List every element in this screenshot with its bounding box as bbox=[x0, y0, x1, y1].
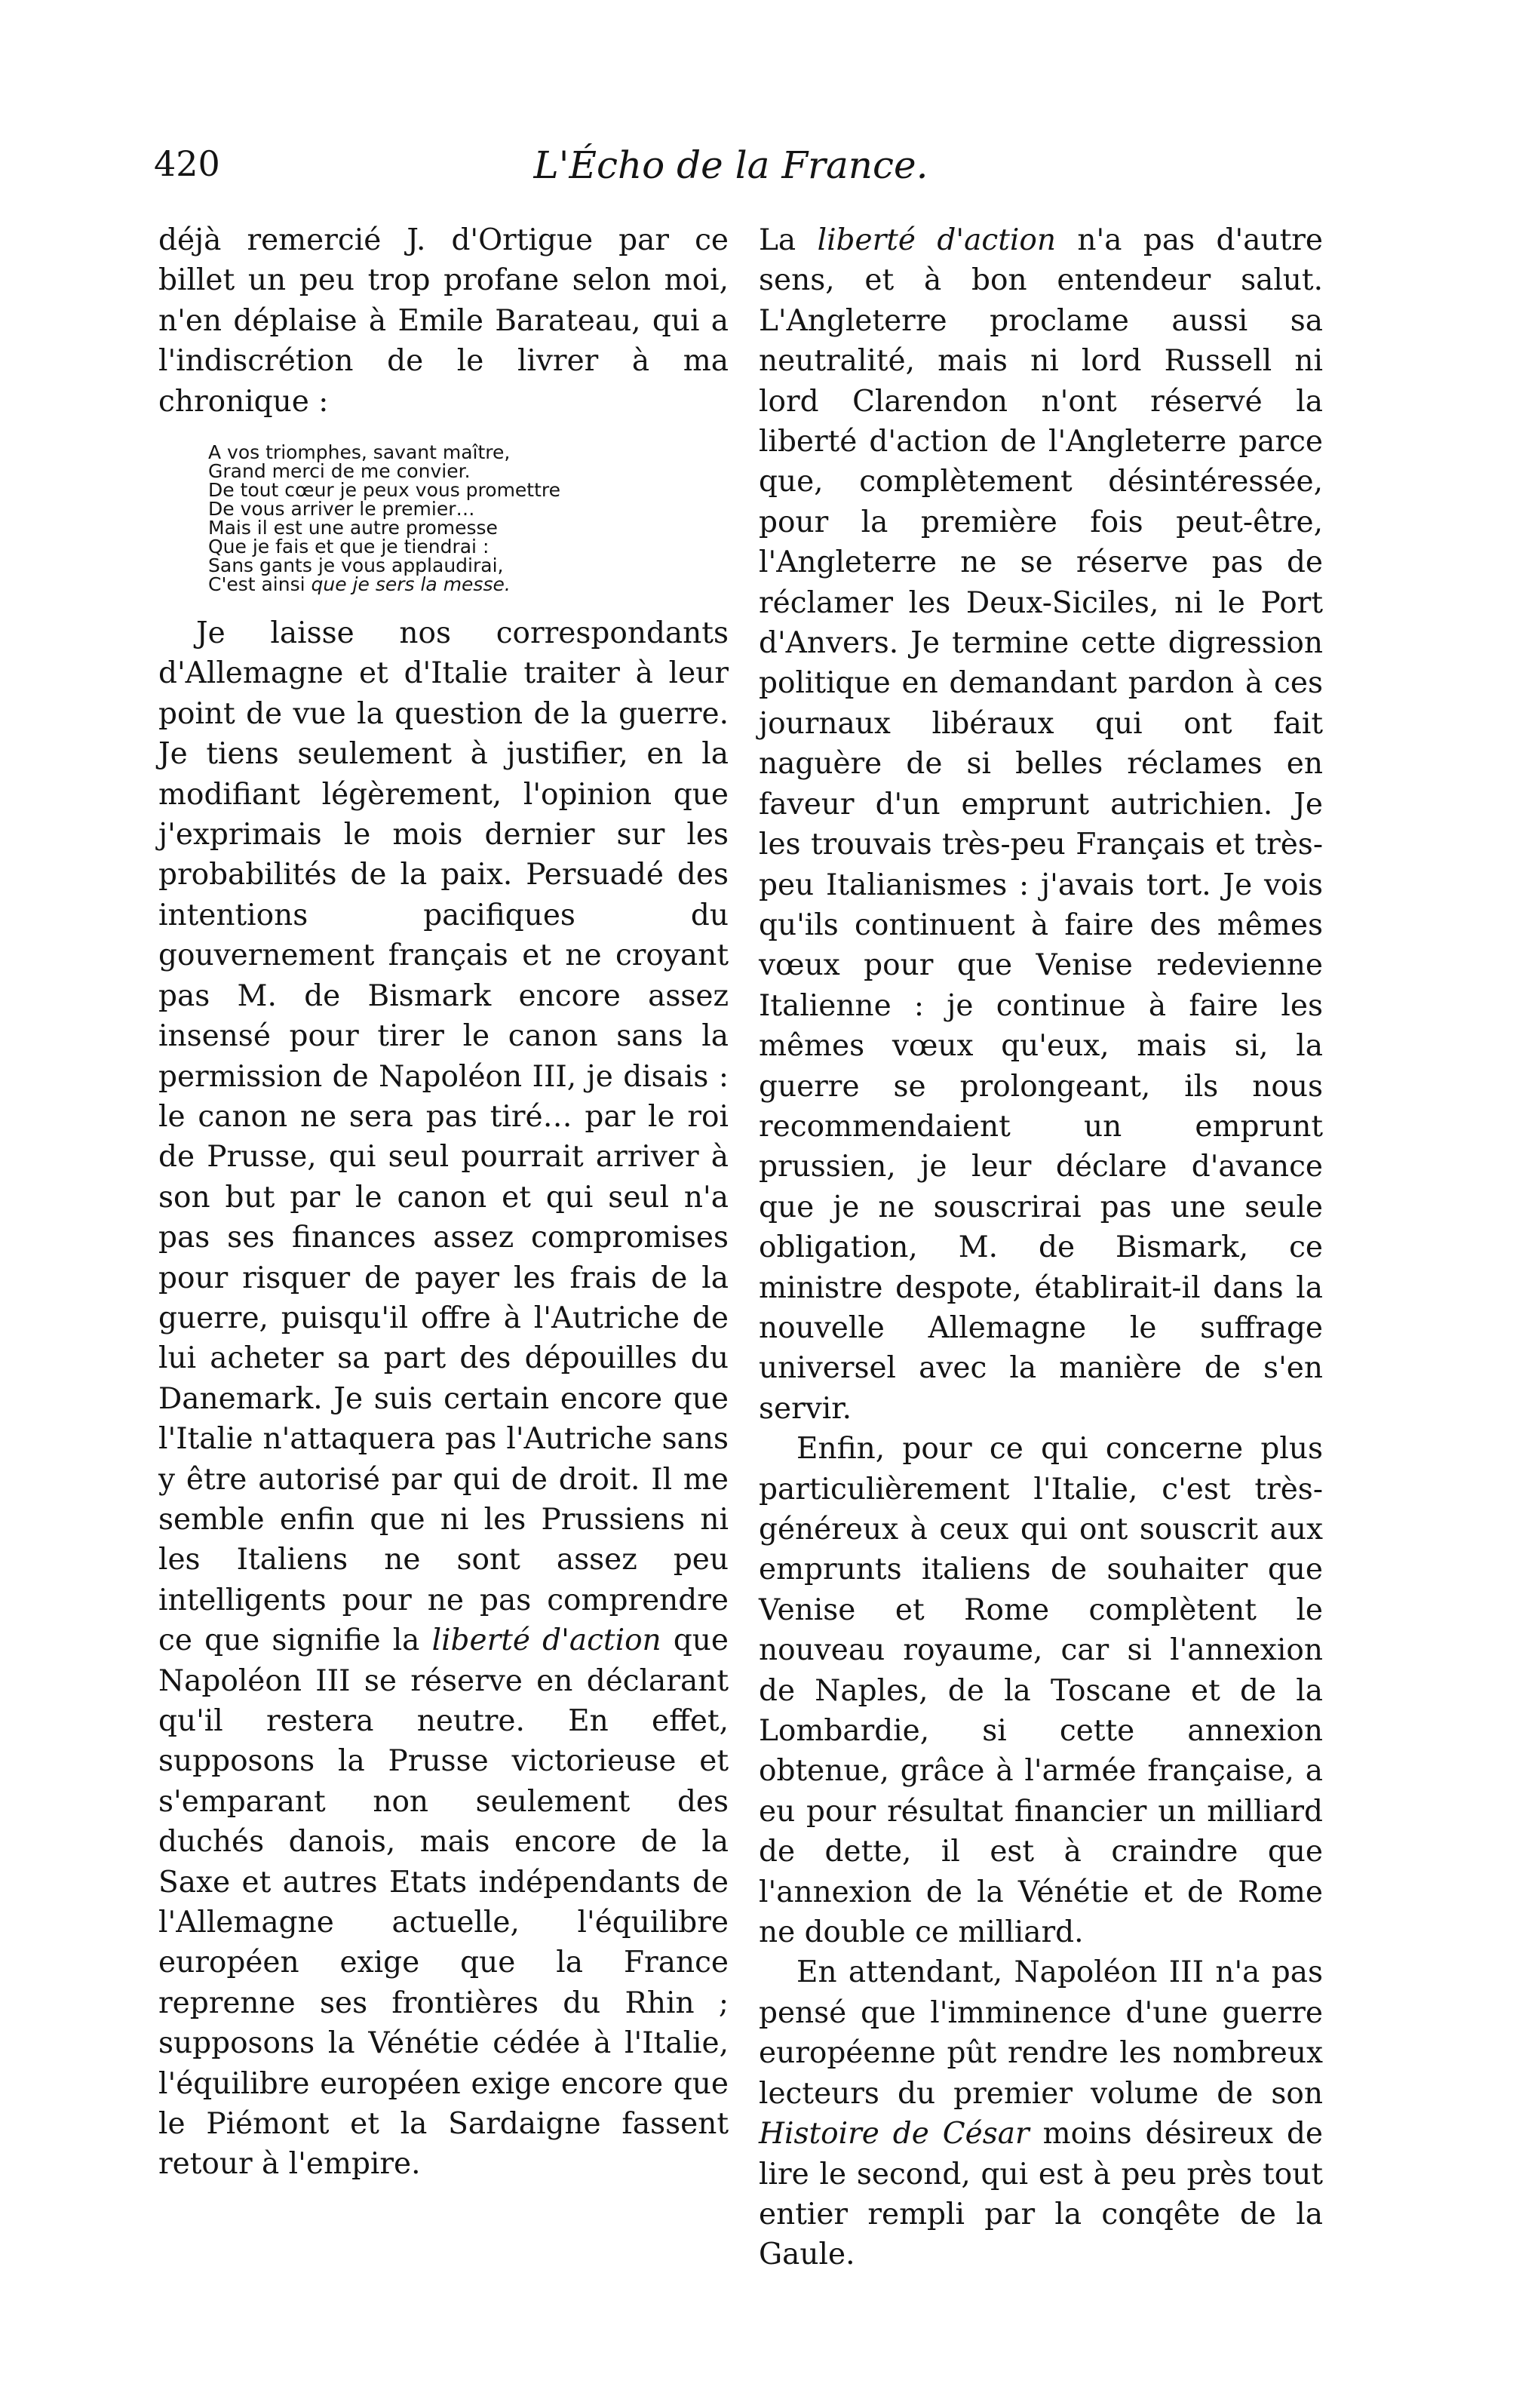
left-paragraph-1: déjà remercié J. d'Ortigue par ce billet un peu trop profane selon moi, n'en déplaise à Emile Barateau, qui a l'indiscrétion de le livrer à ma chronique : bbox=[158, 223, 729, 419]
left-paragraph-2 bbox=[158, 613, 729, 2185]
page-number: 420 bbox=[154, 143, 220, 184]
poem-line: Que je fais et que je tiendrai : bbox=[208, 536, 490, 558]
poem-line: De tout cœur je peux vous promettre bbox=[208, 479, 561, 502]
right-paragraph-1-italic: liberté d'action bbox=[817, 223, 1056, 257]
poem-last-text: C'est ainsi bbox=[208, 573, 312, 596]
poem-line: De vous arriver le premier… bbox=[208, 498, 475, 521]
poem-line: Mais il est une autre promesse bbox=[208, 517, 498, 539]
page-header bbox=[154, 143, 1308, 204]
right-paragraph-3-text-b: moins désireux de lire le second, qui est à peu près tout entier rempli par la conqête de la Gaule. bbox=[759, 2117, 1323, 2272]
right-paragraph-2: Enfin, pour ce qui concerne plus particulièrement l'Italie, c'est très-généreux à ceux qui ont souscrit aux emprunts italiens de souhaiter que Venise et Rome complètent le nouveau royaume, car si l'annexion de Naples, de la Toscane et de la Lombardie, si cette annexion obtenue, grâce à l'armée française, a eu pour résultat financier un milliard de dette, il est à craindre que l'annexion de la Vénétie et de Rome ne double ce milliard. bbox=[759, 1432, 1323, 1950]
poem-last-italic: que je sers la messe. bbox=[311, 573, 511, 596]
poem-line-last bbox=[208, 575, 729, 594]
right-paragraph-1 bbox=[759, 220, 1323, 1429]
left-column bbox=[158, 220, 729, 2185]
poem-line: Sans gants je vous applaudirai, bbox=[208, 554, 504, 577]
left-paragraph-2-italic: liberté d'action bbox=[431, 1623, 661, 1658]
left-paragraph-2-text-a: Je laisse nos correspondants d'Allemagne et d'Italie traiter à leur point de vue la question de la guerre. Je tiens seulement à justifier, en la modifiant légèrement, l'opinion que j'exprimais le mois dernier sur les probabilités de la paix. Persuadé des intentions pacifiques du gouvernement français et ne croyant pas M. de Bismark encore assez insensé pour tirer le canon sans la permission de Napoléon III, je disais : le canon ne sera pas tiré… par le roi de Prusse, qui seul pourrait arriver à son but par le canon et qui seul n'a pas ses finances assez compromises pour risquer de payer les frais de la guerre, puisqu'il offre à l'Autriche de lui acheter sa part des dépouilles du Danemark. Je suis certain encore que l'Italie n'attaquera pas l'Autriche sans y être autorisé par qui de droit. Il me semble enfin que ni les Prussiens ni les Italiens ne sont assez peu intelligents pour ne pas comprendre ce que signifie la bbox=[158, 616, 729, 1658]
running-title: L'Écho de la France. bbox=[533, 143, 928, 187]
right-paragraph-3-text-a: En attendant, Napoléon III n'a pas pensé que l'imminence d'une guerre européenne pût rendre les nombreux lecteurs du premier volume de son bbox=[759, 1955, 1323, 2111]
right-paragraph-1-rest: n'a pas d'autre sens, et à bon entendeur salut. L'Angleterre proclame aussi sa neutralité, mais ni lord Russell ni lord Clarendon n'ont réservé la liberté d'action de l'Angleterre parce que, complètement désintéressée, pour la première fois peut-être, l'Angleterre ne se réserve pas de réclamer les Deux-Siciles, ni le Port d'Anvers. Je termine cette digression politique en demandant pardon à ces journaux libéraux qui ont fait naguère de si belles réclames en faveur d'un emprunt autrichien. Je les trouvais très-peu Français et très-peu Italianismes : j'avais tort. Je vois qu'ils continuent à faire des mêmes vœux pour que Venise redevienne Italienne : je continue à faire les mêmes vœux qu'eux, mais si, la guerre se prolongeant, ils nous recommendaient un emprunt prussien, je leur déclare d'avance que je ne souscrirai pas une seule obligation, M. de Bismark, ce ministre despote, établirait-il dans la nouvelle Allemagne le suffrage universel avec la manière de s'en servir. bbox=[759, 223, 1324, 1426]
right-column bbox=[759, 220, 1323, 2275]
right-paragraph-3 bbox=[759, 1952, 1323, 2274]
left-paragraph-2-text-b: que Napoléon III se réserve en déclarant qu'il restera neutre. En effet, supposons la Prusse victorieuse et s'emparant non seulement des duchés danois, mais encore de la Saxe et autres Etats indépendants de l'Allemagne actuelle, l'équilibre européen exige que la France reprenne ses frontières du Rhin ; supposons la Vénétie cédée à l'Italie, l'équilibre européen exige encore que le Piémont et la Sardaigne fassent retour à l'empire. bbox=[158, 1623, 729, 2182]
poem-line: Grand merci de me convier. bbox=[208, 460, 471, 483]
right-paragraph-3-italic: Histoire de César bbox=[759, 2117, 1030, 2152]
poem-line: A vos triomphes, savant maître, bbox=[208, 441, 511, 464]
right-paragraph-1-pre: La bbox=[759, 223, 818, 257]
quoted-poem bbox=[208, 443, 729, 594]
